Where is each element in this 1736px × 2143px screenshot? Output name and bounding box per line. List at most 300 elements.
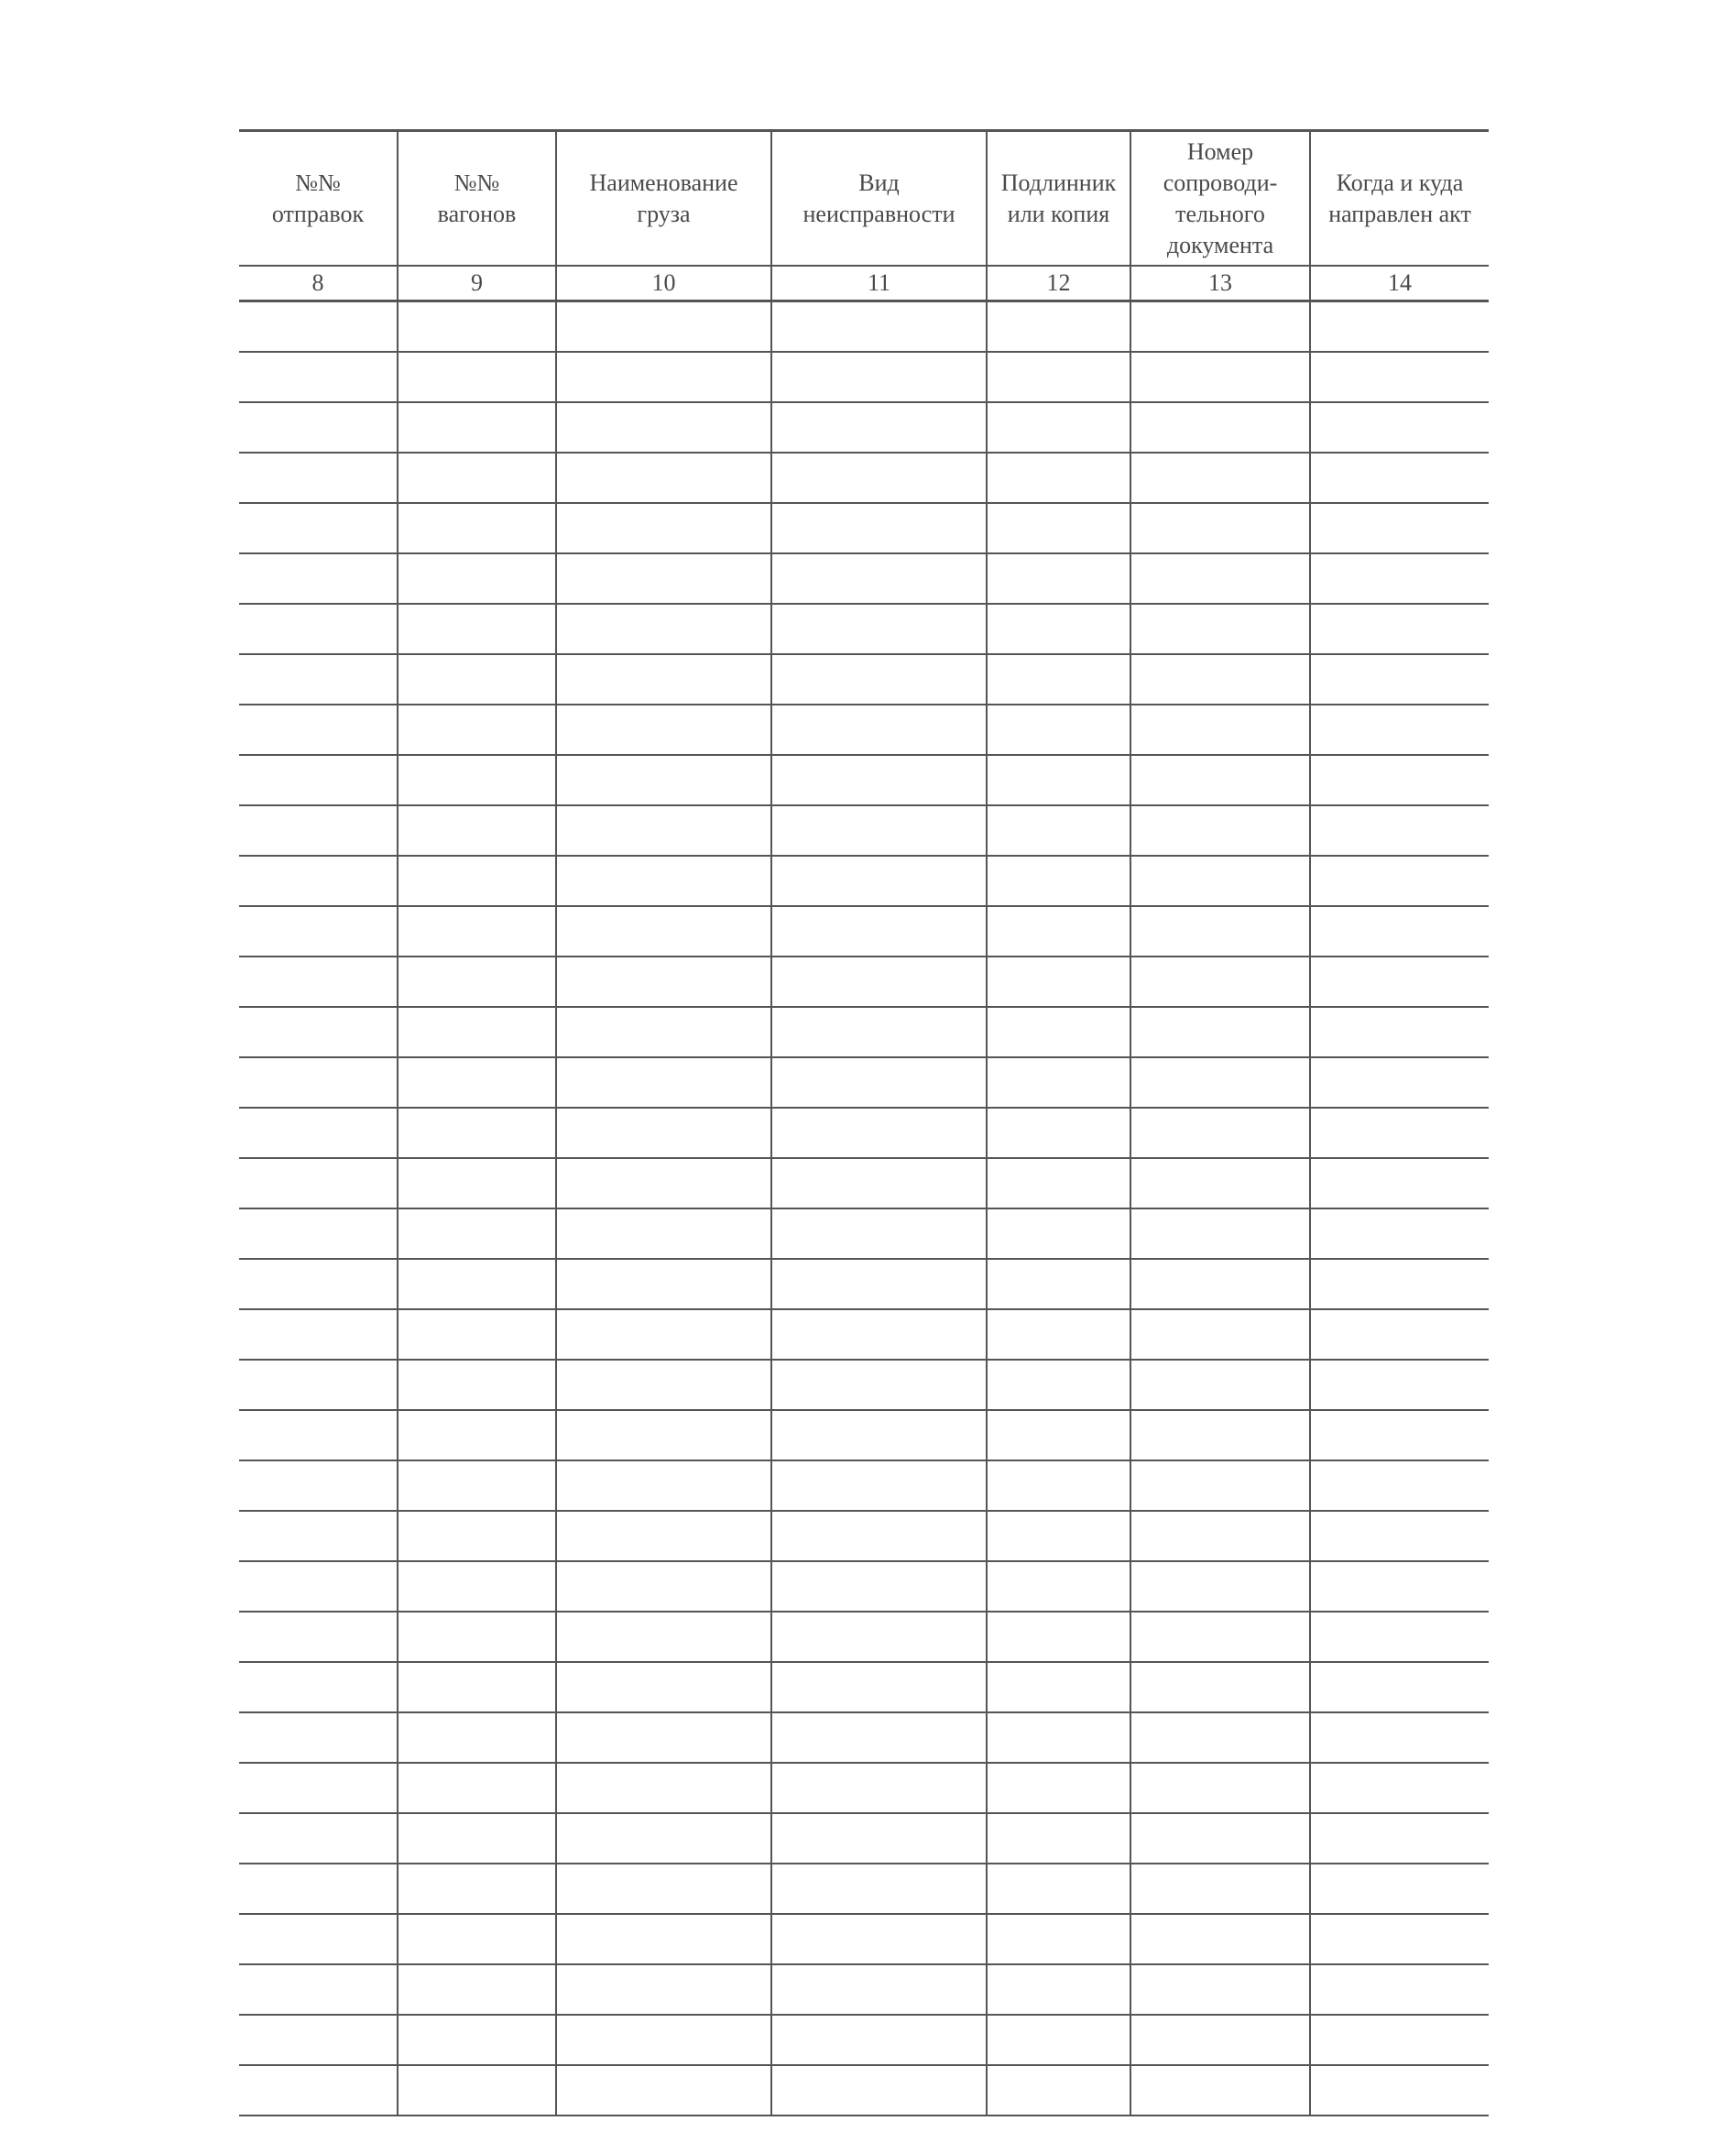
table-cell[interactable] [556, 1864, 771, 1914]
table-cell[interactable] [398, 553, 556, 604]
table-cell[interactable] [556, 402, 771, 453]
table-cell[interactable] [1130, 1712, 1310, 1763]
table-cell[interactable] [556, 705, 771, 755]
table-cell[interactable] [398, 1511, 556, 1561]
table-cell[interactable] [556, 2015, 771, 2065]
table-cell[interactable] [1130, 755, 1310, 805]
table-cell[interactable] [1310, 1864, 1489, 1914]
table-cell[interactable] [556, 1511, 771, 1561]
table-row [239, 1158, 1489, 1208]
table-cell[interactable] [239, 503, 398, 553]
table-cell[interactable] [1130, 906, 1310, 957]
table-cell[interactable] [239, 402, 398, 453]
table-cell[interactable] [771, 1511, 987, 1561]
table-cell[interactable] [556, 2065, 771, 2116]
table-row [239, 2065, 1489, 2116]
column-number: 11 [771, 266, 987, 301]
table-cell[interactable] [771, 1057, 987, 1108]
table-cell[interactable] [239, 1864, 398, 1914]
table-cell[interactable] [987, 604, 1130, 654]
table-cell[interactable] [398, 957, 556, 1007]
table-cell[interactable] [987, 352, 1130, 402]
column-number: 8 [239, 266, 398, 301]
table-cell[interactable] [1130, 705, 1310, 755]
table-cell[interactable] [987, 2015, 1130, 2065]
table-cell[interactable] [1130, 1813, 1310, 1864]
table-cell[interactable] [987, 1057, 1130, 1108]
table-cell[interactable] [1310, 1763, 1489, 1813]
table-row [239, 856, 1489, 906]
table-cell[interactable] [771, 604, 987, 654]
table-cell[interactable] [771, 1360, 987, 1410]
table-cell[interactable] [398, 1158, 556, 1208]
table-cell[interactable] [987, 453, 1130, 503]
table-cell[interactable] [239, 1057, 398, 1108]
table-cell[interactable] [771, 856, 987, 906]
table-cell[interactable] [771, 755, 987, 805]
table-cell[interactable] [1130, 1007, 1310, 1057]
table-cell[interactable] [398, 1864, 556, 1914]
table-row [239, 1712, 1489, 1763]
table-row [239, 604, 1489, 654]
table-cell[interactable] [398, 503, 556, 553]
table-cell[interactable] [239, 604, 398, 654]
table-cell[interactable] [987, 1309, 1130, 1360]
table-row [239, 352, 1489, 402]
table-cell[interactable] [987, 553, 1130, 604]
table-cell[interactable] [556, 1662, 771, 1712]
table-row [239, 1460, 1489, 1511]
table-cell[interactable] [1310, 1964, 1489, 2015]
table-cell[interactable] [239, 1612, 398, 1662]
table-cell[interactable] [1130, 856, 1310, 906]
table-cell[interactable] [987, 1914, 1130, 1964]
table-row [239, 1813, 1489, 1864]
table-cell[interactable] [239, 805, 398, 856]
table-cell[interactable] [398, 1208, 556, 1259]
table-cell[interactable] [1310, 755, 1489, 805]
table-cell[interactable] [239, 705, 398, 755]
table-cell[interactable] [239, 1007, 398, 1057]
table-cell[interactable] [398, 604, 556, 654]
table-cell[interactable] [1310, 1561, 1489, 1612]
table-cell[interactable] [1130, 553, 1310, 604]
table-cell[interactable] [771, 1712, 987, 1763]
table-cell[interactable] [556, 1763, 771, 1813]
table-cell[interactable] [1130, 1864, 1310, 1914]
table-cell[interactable] [239, 1511, 398, 1561]
table-cell[interactable] [556, 503, 771, 553]
table-cell[interactable] [771, 553, 987, 604]
table-cell[interactable] [771, 1561, 987, 1612]
table-cell[interactable] [398, 1007, 556, 1057]
table-cell[interactable] [1310, 402, 1489, 453]
table-cell[interactable] [771, 453, 987, 503]
table-cell[interactable] [1130, 1259, 1310, 1309]
table-cell[interactable] [556, 1612, 771, 1662]
table-cell[interactable] [239, 1763, 398, 1813]
table-cell[interactable] [398, 654, 556, 705]
table-cell[interactable] [771, 2065, 987, 2116]
table-cell[interactable] [556, 1712, 771, 1763]
header-fault-type: Вид неисправности [771, 131, 987, 267]
table-cell[interactable] [556, 1259, 771, 1309]
table-row [239, 1007, 1489, 1057]
column-number: 12 [987, 266, 1130, 301]
table-cell[interactable] [987, 402, 1130, 453]
table-cell[interactable] [1130, 957, 1310, 1007]
table-cell[interactable] [556, 856, 771, 906]
table-cell[interactable] [239, 1813, 398, 1864]
table-cell[interactable] [1310, 805, 1489, 856]
table-row [239, 301, 1489, 353]
table-cell[interactable] [398, 352, 556, 402]
table-cell[interactable] [771, 1007, 987, 1057]
table-cell[interactable] [771, 1158, 987, 1208]
table-cell[interactable] [987, 2065, 1130, 2116]
table-cell[interactable] [1130, 1158, 1310, 1208]
table-cell[interactable] [1310, 856, 1489, 906]
table-cell[interactable] [771, 301, 987, 353]
column-number-row [239, 266, 1489, 301]
table-cell[interactable] [987, 1511, 1130, 1561]
table-cell[interactable] [1310, 1007, 1489, 1057]
table-cell[interactable] [987, 1864, 1130, 1914]
table-cell[interactable] [771, 1763, 987, 1813]
table-cell[interactable] [1130, 654, 1310, 705]
table-cell[interactable] [239, 1914, 398, 1964]
table-cell[interactable] [239, 1360, 398, 1410]
table-cell[interactable] [987, 1007, 1130, 1057]
table-cell[interactable] [1130, 352, 1310, 402]
table-row [239, 503, 1489, 553]
table-cell[interactable] [1310, 503, 1489, 553]
table-cell[interactable] [239, 1309, 398, 1360]
table-cell[interactable] [556, 1208, 771, 1259]
table-cell[interactable] [771, 1259, 987, 1309]
table-cell[interactable] [556, 805, 771, 856]
table-cell[interactable] [1130, 402, 1310, 453]
table-cell[interactable] [556, 1007, 771, 1057]
table-row [239, 1360, 1489, 1410]
table-cell[interactable] [398, 705, 556, 755]
table-cell[interactable] [239, 1108, 398, 1158]
table-cell[interactable] [398, 1460, 556, 1511]
table-cell[interactable] [771, 2015, 987, 2065]
register-table [239, 129, 1489, 2116]
table-cell[interactable] [239, 1259, 398, 1309]
table-cell[interactable] [987, 705, 1130, 755]
header-row [239, 131, 1489, 267]
table-cell[interactable] [1310, 553, 1489, 604]
table-cell[interactable] [1130, 1612, 1310, 1662]
table-cell[interactable] [556, 1914, 771, 1964]
table-cell[interactable] [987, 1208, 1130, 1259]
table-cell[interactable] [398, 906, 556, 957]
table-cell[interactable] [398, 2015, 556, 2065]
table-cell[interactable] [239, 1158, 398, 1208]
table-cell[interactable] [987, 957, 1130, 1007]
table-cell[interactable] [239, 755, 398, 805]
table-header [239, 131, 1489, 301]
table-row [239, 1208, 1489, 1259]
table-cell[interactable] [556, 301, 771, 353]
table-cell[interactable] [556, 553, 771, 604]
table-cell[interactable] [398, 1662, 556, 1712]
table-cell[interactable] [1130, 1914, 1310, 1964]
table-cell[interactable] [1310, 2065, 1489, 2116]
table-cell[interactable] [556, 957, 771, 1007]
table-cell[interactable] [987, 301, 1130, 353]
table-cell[interactable] [771, 705, 987, 755]
header-wagon-numbers: №№ вагонов [398, 131, 556, 267]
table-cell[interactable] [398, 1259, 556, 1309]
table-cell[interactable] [239, 1460, 398, 1511]
table-cell[interactable] [1130, 1309, 1310, 1360]
table-cell[interactable] [239, 654, 398, 705]
table-cell[interactable] [398, 1712, 556, 1763]
table-cell[interactable] [771, 1208, 987, 1259]
table-cell[interactable] [1130, 453, 1310, 503]
table-cell[interactable] [556, 604, 771, 654]
table-row [239, 402, 1489, 453]
table-cell[interactable] [987, 1813, 1130, 1864]
table-cell[interactable] [1130, 503, 1310, 553]
table-cell[interactable] [771, 402, 987, 453]
table-cell[interactable] [239, 856, 398, 906]
table-cell[interactable] [556, 453, 771, 503]
table-row [239, 1561, 1489, 1612]
header-original-or-copy: Подлинник или копия [987, 131, 1130, 267]
table-cell[interactable] [556, 1309, 771, 1360]
table-cell[interactable] [1310, 1410, 1489, 1460]
table-cell[interactable] [987, 856, 1130, 906]
table-cell[interactable] [239, 1561, 398, 1612]
table-row [239, 1763, 1489, 1813]
table-cell[interactable] [1310, 352, 1489, 402]
table-cell[interactable] [771, 1108, 987, 1158]
table-cell[interactable] [398, 1057, 556, 1108]
table-cell[interactable] [239, 957, 398, 1007]
table-cell[interactable] [239, 2065, 398, 2116]
table-row [239, 1914, 1489, 1964]
table-cell[interactable] [398, 1763, 556, 1813]
table-cell[interactable] [771, 1914, 987, 1964]
table-cell[interactable] [1130, 2015, 1310, 2065]
table-cell[interactable] [1130, 1662, 1310, 1712]
table-cell[interactable] [1310, 1612, 1489, 1662]
table-cell[interactable] [987, 1108, 1130, 1158]
table-cell[interactable] [1130, 805, 1310, 856]
table-cell[interactable] [771, 503, 987, 553]
table-cell[interactable] [239, 553, 398, 604]
table-cell[interactable] [771, 1612, 987, 1662]
table-row [239, 805, 1489, 856]
table-row [239, 957, 1489, 1007]
table-cell[interactable] [771, 1964, 987, 2015]
header-act-sent-when-where: Когда и куда направлен акт [1310, 131, 1489, 267]
table-cell[interactable] [771, 1864, 987, 1914]
table-cell[interactable] [239, 453, 398, 503]
table-cell[interactable] [398, 2065, 556, 2116]
table-cell[interactable] [1310, 957, 1489, 1007]
table-cell[interactable] [1130, 2065, 1310, 2116]
table-cell[interactable] [1130, 1964, 1310, 2015]
table-row [239, 755, 1489, 805]
table-cell[interactable] [1130, 1561, 1310, 1612]
table-cell[interactable] [1310, 1108, 1489, 1158]
table-cell[interactable] [771, 906, 987, 957]
table-cell[interactable] [556, 1964, 771, 2015]
table-cell[interactable] [987, 805, 1130, 856]
table-cell[interactable] [556, 1813, 771, 1864]
table-cell[interactable] [1310, 301, 1489, 353]
table-cell[interactable] [771, 957, 987, 1007]
table-cell[interactable] [239, 1712, 398, 1763]
table-cell[interactable] [1310, 1712, 1489, 1763]
column-number: 14 [1310, 266, 1489, 301]
table-cell[interactable] [987, 1964, 1130, 2015]
table-cell[interactable] [1310, 1460, 1489, 1511]
table-cell[interactable] [987, 755, 1130, 805]
table-cell[interactable] [1310, 604, 1489, 654]
table-cell[interactable] [239, 1410, 398, 1460]
table-row [239, 654, 1489, 705]
table-cell[interactable] [398, 755, 556, 805]
table-cell[interactable] [987, 1460, 1130, 1511]
table-cell[interactable] [987, 503, 1130, 553]
header-cargo-name: Наименование груза [556, 131, 771, 267]
table-cell[interactable] [556, 1360, 771, 1410]
table-cell[interactable] [1130, 1511, 1310, 1561]
table-cell[interactable] [556, 1108, 771, 1158]
table-cell[interactable] [398, 1360, 556, 1410]
table-cell[interactable] [987, 1561, 1130, 1612]
table-cell[interactable] [987, 1712, 1130, 1763]
table-cell[interactable] [398, 1964, 556, 2015]
table-cell[interactable] [987, 906, 1130, 957]
table-cell[interactable] [1310, 1813, 1489, 1864]
table-cell[interactable] [398, 1108, 556, 1158]
header-accompanying-document-number: Номер сопроводи- тельного документа [1130, 131, 1310, 267]
table-cell[interactable] [239, 1662, 398, 1712]
table-cell[interactable] [1310, 1662, 1489, 1712]
table-cell[interactable] [771, 1309, 987, 1360]
table-row [239, 1108, 1489, 1158]
table-cell[interactable] [771, 1460, 987, 1511]
table-cell[interactable] [398, 1561, 556, 1612]
table-cell[interactable] [1310, 906, 1489, 957]
table-cell[interactable] [1310, 1511, 1489, 1561]
table-cell[interactable] [556, 1158, 771, 1208]
table-cell[interactable] [1130, 1208, 1310, 1259]
table-cell[interactable] [987, 1662, 1130, 1712]
table-cell[interactable] [398, 1813, 556, 1864]
table-cell[interactable] [1310, 654, 1489, 705]
table-cell[interactable] [1310, 1360, 1489, 1410]
table-cell[interactable] [556, 1057, 771, 1108]
table-cell[interactable] [239, 301, 398, 353]
table-cell[interactable] [556, 1561, 771, 1612]
table-cell[interactable] [987, 1763, 1130, 1813]
table-cell[interactable] [398, 805, 556, 856]
table-cell[interactable] [1310, 453, 1489, 503]
table-row [239, 453, 1489, 503]
table-cell[interactable] [1310, 1158, 1489, 1208]
table-cell[interactable] [398, 856, 556, 906]
table-row [239, 906, 1489, 957]
table-cell[interactable] [239, 1964, 398, 2015]
header-shipment-numbers: №№ отправок [239, 131, 398, 267]
table-cell[interactable] [987, 1360, 1130, 1410]
table-cell[interactable] [239, 352, 398, 402]
table-cell[interactable] [771, 1813, 987, 1864]
table-cell[interactable] [239, 1208, 398, 1259]
table-cell[interactable] [1130, 301, 1310, 353]
column-number: 9 [398, 266, 556, 301]
table-cell[interactable] [1310, 1259, 1489, 1309]
table-cell[interactable] [1130, 1360, 1310, 1410]
table-cell[interactable] [1130, 1410, 1310, 1460]
table-row [239, 1057, 1489, 1108]
table-cell[interactable] [987, 1259, 1130, 1309]
table-cell[interactable] [1310, 1208, 1489, 1259]
table-cell[interactable] [556, 654, 771, 705]
table-cell[interactable] [556, 1460, 771, 1511]
table-cell[interactable] [1310, 705, 1489, 755]
table-cell[interactable] [239, 2015, 398, 2065]
table-cell[interactable] [239, 906, 398, 957]
table-cell[interactable] [398, 301, 556, 353]
table-cell[interactable] [771, 654, 987, 705]
table-row [239, 1259, 1489, 1309]
table-cell[interactable] [1310, 1309, 1489, 1360]
table-cell[interactable] [771, 352, 987, 402]
table-cell[interactable] [1130, 1108, 1310, 1158]
table-cell[interactable] [1310, 2015, 1489, 2065]
table-cell[interactable] [1130, 1057, 1310, 1108]
table-cell[interactable] [398, 1309, 556, 1360]
table-cell[interactable] [1130, 1460, 1310, 1511]
table-cell[interactable] [987, 1158, 1130, 1208]
table-cell[interactable] [556, 906, 771, 957]
table-cell[interactable] [398, 453, 556, 503]
table-row [239, 705, 1489, 755]
table-cell[interactable] [398, 1914, 556, 1964]
table-cell[interactable] [398, 1410, 556, 1460]
table-row [239, 2015, 1489, 2065]
table-cell[interactable] [771, 1410, 987, 1460]
table-cell[interactable] [771, 805, 987, 856]
table-body [239, 301, 1489, 2116]
table-cell[interactable] [771, 1662, 987, 1712]
table-row [239, 1309, 1489, 1360]
table-cell[interactable] [556, 755, 771, 805]
table-cell[interactable] [987, 1612, 1130, 1662]
table-cell[interactable] [987, 1410, 1130, 1460]
table-cell[interactable] [987, 654, 1130, 705]
table-cell[interactable] [398, 1612, 556, 1662]
table-cell[interactable] [1310, 1057, 1489, 1108]
table-cell[interactable] [556, 1410, 771, 1460]
table-cell[interactable] [556, 352, 771, 402]
table-row [239, 1662, 1489, 1712]
table-cell[interactable] [1310, 1914, 1489, 1964]
table-cell[interactable] [1130, 1763, 1310, 1813]
table-row [239, 1864, 1489, 1914]
table-cell[interactable] [398, 402, 556, 453]
table-cell[interactable] [1130, 604, 1310, 654]
